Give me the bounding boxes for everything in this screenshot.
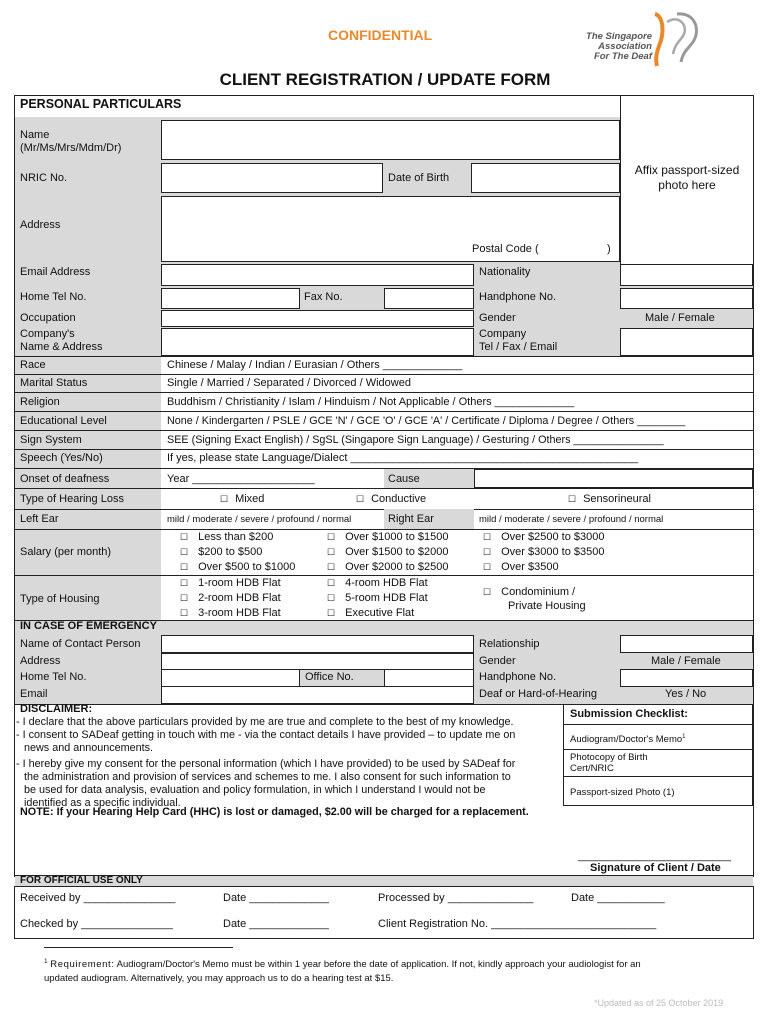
signature-line[interactable]: _________________________ bbox=[578, 850, 731, 862]
signature-label: Signature of Client / Date bbox=[590, 862, 721, 874]
disclaimer-line-2a: - I consent to SADeaf getting in touch with me - via the contact details I have provided – to update me on bbox=[16, 729, 516, 741]
checklist-item-birth-cert[interactable] bbox=[570, 752, 648, 774]
checkbox-icon: ☐ bbox=[356, 494, 365, 504]
relationship-field[interactable] bbox=[620, 635, 753, 653]
gender-label: Gender bbox=[479, 312, 516, 324]
deaf-options[interactable]: Yes / No bbox=[665, 688, 707, 700]
marital-label: Marital Status bbox=[20, 377, 88, 389]
hearing-sensorineural[interactable] bbox=[568, 493, 651, 505]
marital-options[interactable]: Single / Married / Separated / Divorced / Widowed bbox=[167, 377, 411, 389]
disclaimer-line-3b: the administration and provision of services and schemes to me. I also consent for such information to bbox=[24, 771, 511, 783]
name-label-text: Name bbox=[20, 129, 50, 141]
contact-name-field[interactable] bbox=[161, 635, 474, 653]
housing-option: Executive Flat bbox=[345, 607, 415, 619]
name-salutation: (Mr/Ms/Mrs/Mdm/Dr) bbox=[20, 142, 122, 154]
company-label-2: Name & Address bbox=[20, 341, 103, 353]
contact-name-label: Name of Contact Person bbox=[20, 638, 141, 650]
checkbox-icon: ☐ bbox=[180, 532, 189, 542]
company-label bbox=[20, 328, 103, 354]
name-label bbox=[20, 129, 121, 155]
nationality-label: Nationality bbox=[479, 266, 531, 278]
checkbox-icon: ☐ bbox=[220, 494, 229, 504]
handphone-label: Handphone No. bbox=[479, 291, 557, 303]
disclaimer-line-2b: news and announcements. bbox=[24, 742, 154, 754]
processed-date[interactable]: Date ___________ bbox=[571, 892, 665, 904]
company-tel-label-1: Company bbox=[479, 328, 527, 340]
sign-system-label: Sign System bbox=[20, 434, 82, 446]
onset-year[interactable]: Year ____________________ bbox=[167, 473, 315, 485]
housing-option: 5-room HDB Flat bbox=[345, 592, 428, 604]
salary-option: Less than $200 bbox=[198, 531, 274, 543]
salary-option: Over $2500 to $3000 bbox=[501, 531, 605, 543]
emergency-email-field[interactable] bbox=[161, 686, 474, 704]
checkbox-icon: ☐ bbox=[180, 562, 189, 572]
confidential-label: CONFIDENTIAL bbox=[328, 27, 433, 43]
checkbox-icon: ☐ bbox=[180, 578, 189, 588]
speech-label: Speech (Yes/No) bbox=[20, 452, 103, 464]
religion-label: Religion bbox=[20, 396, 60, 408]
handphone-field[interactable] bbox=[620, 288, 753, 309]
housing-col-3[interactable] bbox=[483, 585, 586, 613]
salary-option: Over $3000 to $3500 bbox=[501, 546, 605, 558]
checkbox-icon: ☐ bbox=[327, 562, 336, 572]
fax-label: Fax No. bbox=[304, 291, 343, 303]
footnote-ref: 1 bbox=[682, 734, 686, 740]
company-label-1: Company's bbox=[20, 328, 75, 340]
checkbox-icon: ☐ bbox=[327, 593, 336, 603]
checkbox-icon: ☐ bbox=[327, 547, 336, 557]
disclaimer-title: DISCLAIMER: bbox=[20, 703, 93, 715]
hearing-conductive-label: Conductive bbox=[371, 493, 427, 505]
disclaimer-line-3c: be used for data analysis, evaluation and policy formulation, in which I understand I would not be bbox=[24, 784, 486, 796]
religion-options[interactable]: Buddhism / Christianity / Islam / Hinduism / Not Applicable / Others _____________ bbox=[167, 396, 575, 408]
left-ear-scale[interactable]: mild / moderate / severe / profound / normal bbox=[167, 514, 352, 525]
cause-field[interactable] bbox=[474, 469, 753, 488]
checklist-title: Submission Checklist: bbox=[570, 708, 688, 720]
occupation-field[interactable] bbox=[161, 310, 474, 327]
right-ear-scale[interactable]: mild / moderate / severe / profound / normal bbox=[479, 514, 664, 525]
nric-field[interactable] bbox=[161, 163, 383, 193]
sign-system-options[interactable]: SEE (Signing Exact English) / SgSL (Singapore Sign Language) / Gesturing / Others _______________ bbox=[167, 434, 664, 446]
hearing-conductive[interactable] bbox=[356, 493, 426, 505]
logo-line-1: The Singapore bbox=[586, 31, 652, 42]
checked-by[interactable]: Checked by _______________ bbox=[20, 918, 173, 930]
footnote-number: 1 bbox=[44, 958, 48, 965]
occupation-label: Occupation bbox=[20, 312, 76, 324]
onset-label: Onset of deafness bbox=[20, 473, 110, 485]
race-options[interactable]: Chinese / Malay / Indian / Eurasian / Others _____________ bbox=[167, 359, 463, 371]
logo-line-2: Association bbox=[598, 41, 652, 52]
housing-col-2[interactable] bbox=[327, 576, 428, 621]
emergency-home-tel-label: Home Tel No. bbox=[20, 671, 87, 683]
checkbox-icon: ☐ bbox=[568, 494, 577, 504]
fax-field[interactable] bbox=[384, 288, 474, 309]
emergency-email-label: Email bbox=[20, 688, 48, 700]
salary-option: Over $2000 to $2500 bbox=[345, 561, 449, 573]
hearing-mixed[interactable] bbox=[220, 493, 264, 505]
hearing-mixed-label: Mixed bbox=[235, 493, 265, 505]
company-tel-field[interactable] bbox=[620, 328, 753, 356]
checkbox-icon: ☐ bbox=[327, 608, 336, 618]
cause-label: Cause bbox=[388, 473, 420, 485]
checkbox-icon: ☐ bbox=[327, 532, 336, 542]
email-field[interactable] bbox=[161, 264, 474, 286]
disclaimer-line-3d: identified as a specific individual. bbox=[24, 797, 181, 809]
client-registration-no[interactable]: Client Registration No. ___________________________ bbox=[378, 918, 657, 930]
emergency-office-field[interactable] bbox=[384, 669, 474, 687]
left-ear-label: Left Ear bbox=[20, 513, 59, 525]
speech-options[interactable]: If yes, please state Language/Dialect _______________________________________________ bbox=[167, 452, 638, 464]
footnote bbox=[44, 955, 734, 986]
company-tel-label bbox=[479, 328, 557, 354]
emergency-handphone-field[interactable] bbox=[620, 669, 753, 687]
salary-col-1[interactable] bbox=[180, 530, 295, 575]
checkbox-icon: ☐ bbox=[180, 593, 189, 603]
salary-col-2[interactable] bbox=[327, 530, 448, 575]
disclaimer-line-3a: - I hereby give my consent for the personal information (which I have provided) to be used by SADeaf for bbox=[16, 758, 516, 770]
official-title: FOR OFFICIAL USE ONLY bbox=[20, 875, 143, 886]
received-by[interactable]: Received by _______________ bbox=[20, 892, 176, 904]
ear-logo-icon bbox=[585, 8, 705, 68]
checked-date[interactable]: Date _____________ bbox=[223, 918, 329, 930]
gender-options[interactable]: Male / Female bbox=[645, 312, 715, 324]
hearing-type-label: Type of Hearing Loss bbox=[20, 493, 124, 505]
disclaimer-line-1: - I declare that the above particulars provided by me are true and complete to the best of my knowledge. bbox=[16, 716, 514, 728]
emergency-title: IN CASE OF EMERGENCY bbox=[20, 620, 157, 632]
updated-date: *Updated as of 25 October 2019 bbox=[594, 998, 724, 1008]
housing-option: 4-room HDB Flat bbox=[345, 577, 428, 589]
footnote-text-2: updated audiogram. Alternatively, you may approach us to do a hearing test at $15. bbox=[44, 973, 394, 985]
salary-option: Over $3500 bbox=[501, 561, 559, 573]
housing-label: Type of Housing bbox=[20, 593, 100, 605]
checklist-item-photo[interactable]: Passport-sized Photo (1) bbox=[570, 787, 675, 798]
form-title: CLIENT REGISTRATION / UPDATE FORM bbox=[219, 70, 551, 89]
salary-option: Over $500 to $1000 bbox=[198, 561, 296, 573]
emergency-address-field[interactable] bbox=[161, 653, 474, 670]
checklist-item-birth-cert-1: Photocopy of Birth bbox=[570, 752, 648, 763]
nric-label: NRIC No. bbox=[20, 172, 68, 184]
housing-option: 1-room HDB Flat bbox=[198, 577, 281, 589]
home-tel-field[interactable] bbox=[161, 288, 300, 309]
housing-option: Condominium / bbox=[501, 586, 576, 598]
checklist-item-birth-cert-2: Cert/NRIC bbox=[570, 763, 614, 774]
name-field[interactable] bbox=[161, 120, 620, 160]
footnote-text-1: Audiogram/Doctor's Memo must be within 1 year before the date of application. If not, kindly approach your audiologist for an bbox=[116, 959, 641, 971]
hearing-sensorineural-label: Sensorineural bbox=[583, 493, 651, 505]
race-label: Race bbox=[20, 359, 46, 371]
education-options[interactable]: None / Kindergarten / PSLE / GCE 'N' / GCE 'O' / GCE 'A' / Certificate / Diploma / Degree / Others ________ bbox=[167, 415, 686, 427]
emergency-handphone-label: Handphone No. bbox=[479, 671, 557, 683]
housing-option: 2-room HDB Flat bbox=[198, 592, 281, 604]
home-tel-label: Home Tel No. bbox=[20, 291, 87, 303]
email-label: Email Address bbox=[20, 266, 91, 278]
dob-label: Date of Birth bbox=[388, 172, 450, 184]
checkbox-icon: ☐ bbox=[483, 587, 492, 597]
dob-field[interactable] bbox=[471, 163, 620, 193]
salary-option: Over $1500 to $2000 bbox=[345, 546, 449, 558]
education-label: Educational Level bbox=[20, 415, 107, 427]
checklist-item-audiogram[interactable] bbox=[570, 731, 686, 746]
salary-col-3[interactable] bbox=[483, 530, 604, 575]
footnote-label: Requirement: bbox=[50, 959, 115, 971]
address-label: Address bbox=[20, 219, 61, 231]
checkbox-icon: ☐ bbox=[483, 547, 492, 557]
company-tel-label-2: Tel / Fax / Email bbox=[479, 341, 558, 353]
personal-section-title: PERSONAL PARTICULARS bbox=[20, 97, 182, 111]
checkbox-icon: ☐ bbox=[180, 547, 189, 557]
nationality-field[interactable] bbox=[620, 264, 753, 286]
emergency-home-tel-field[interactable] bbox=[161, 669, 300, 687]
checkbox-icon: ☐ bbox=[180, 608, 189, 618]
processed-by[interactable]: Processed by ______________ bbox=[378, 892, 534, 904]
emergency-gender-label: Gender bbox=[479, 655, 516, 667]
housing-col-1[interactable] bbox=[180, 576, 281, 621]
address-field[interactable] bbox=[161, 196, 620, 262]
photo-text: Affix passport-sized photo here bbox=[634, 163, 740, 192]
disclaimer-body bbox=[16, 716, 561, 810]
housing-option: 3-room HDB Flat bbox=[198, 607, 281, 619]
checkbox-icon: ☐ bbox=[483, 532, 492, 542]
emergency-address-label: Address bbox=[20, 655, 61, 667]
checkbox-icon: ☐ bbox=[327, 578, 336, 588]
right-ear-label: Right Ear bbox=[388, 513, 434, 525]
checklist-item-audiogram-label: Audiogram/Doctor's Memo bbox=[570, 734, 683, 746]
housing-option-2: Private Housing bbox=[508, 600, 586, 612]
deaf-label: Deaf or Hard-of-Hearing bbox=[479, 688, 597, 700]
salary-label: Salary (per month) bbox=[20, 546, 112, 558]
relationship-label: Relationship bbox=[479, 638, 540, 650]
company-field[interactable] bbox=[161, 328, 474, 356]
salary-option: $200 to $500 bbox=[198, 546, 263, 558]
logo-line-3: For The Deaf bbox=[593, 51, 652, 62]
hhc-note: NOTE: If your Hearing Help Card (HHC) is lost or damaged, $2.00 will be charged for a replacement. bbox=[20, 806, 529, 818]
emergency-office-label: Office No. bbox=[305, 671, 354, 683]
received-date[interactable]: Date _____________ bbox=[223, 892, 329, 904]
checkbox-icon: ☐ bbox=[483, 562, 492, 572]
salary-option: Over $1000 to $1500 bbox=[345, 531, 449, 543]
postal-code-close: ) bbox=[607, 243, 611, 255]
emergency-gender-options[interactable]: Male / Female bbox=[651, 655, 721, 667]
postal-code-label: Postal Code ( bbox=[472, 243, 539, 255]
